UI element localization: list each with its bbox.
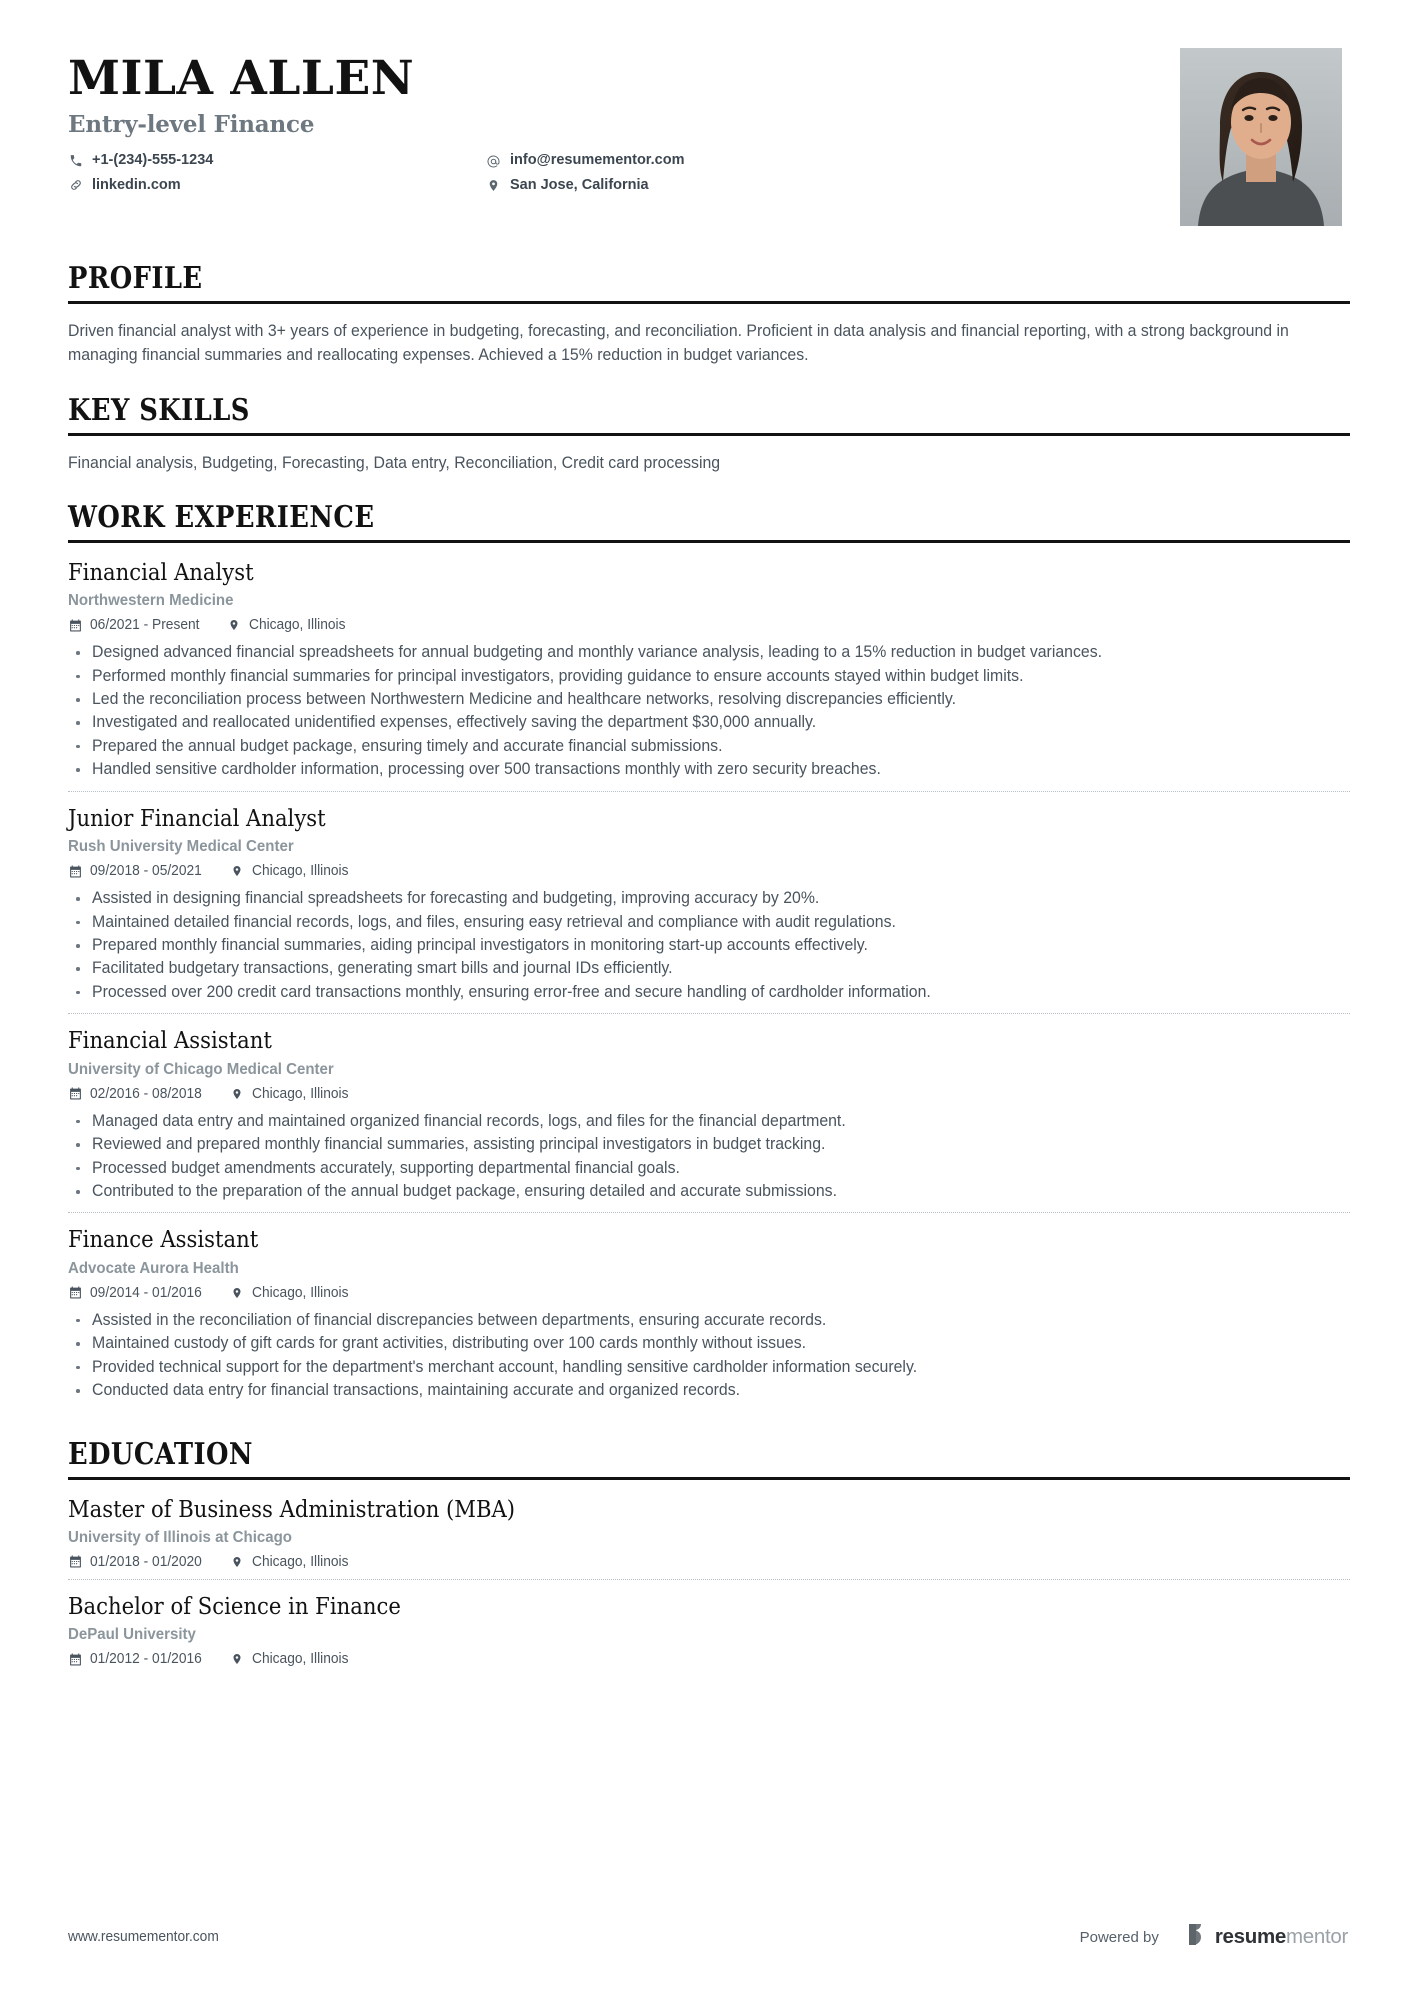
entry-dates: [68, 1651, 208, 1667]
section-heading-profile: PROFILE: [68, 261, 203, 296]
list-item: [68, 1157, 1350, 1179]
at-email-icon: [486, 154, 501, 169]
entry-location-text: Chicago, Illinois: [251, 863, 349, 880]
bullet-text: Led the reconciliation process between Northwestern Medicine and healthcare networks, resolving discrepancies efficiently.: [92, 690, 957, 708]
bullet-text: Performed monthly financial summaries for principal investigators, providing guidance to ensure accounts stayed within budget limits.: [92, 666, 1024, 685]
entry-item: [68, 1212, 1350, 1411]
brand-light: mentor: [1285, 1924, 1348, 1948]
key-skills-body: [68, 436, 1350, 475]
entry-organization: Rush University Medical Center: [68, 838, 294, 856]
list-item: [68, 665, 1350, 687]
contact-location-text: San Jose, California: [510, 176, 649, 193]
section-key-skills: [68, 392, 1350, 475]
bookmark-icon: [1187, 1923, 1208, 1951]
section-profile: [68, 261, 1350, 368]
entry-location: [230, 1086, 354, 1102]
entry-meta: [68, 1651, 1350, 1667]
entry-dates-text: 01/2018 - 01/2020: [90, 1553, 202, 1570]
entry-location: [230, 1285, 354, 1301]
entry-title: Bachelor of Science in Finance: [68, 1591, 401, 1620]
entry-location: [230, 863, 354, 879]
section-education: [68, 1436, 1350, 1677]
brand-wordmark: [1214, 1924, 1348, 1948]
entry-meta: [68, 863, 1350, 879]
list-item: [68, 981, 1350, 1003]
contact-phone[interactable]: [68, 152, 486, 169]
list-item: [68, 1110, 1350, 1132]
entry-item: [68, 1013, 1350, 1212]
profile-photo-illustration: [1180, 48, 1342, 226]
entry-dates-text: 06/2021 - Present: [90, 617, 200, 634]
brand-bold: resume: [1214, 1924, 1286, 1948]
entry-dates: [68, 1554, 208, 1570]
work-experience-list: [68, 543, 1350, 1412]
entry-bullet-list: [68, 641, 1350, 781]
bullet-text: Investigated and reallocated unidentified expenses, effectively saving the department $30,000 annually.: [92, 713, 817, 732]
bullet-text: Provided technical support for the department's merchant account, handling sensitive cardholder information securely.: [92, 1357, 918, 1376]
list-item: [68, 911, 1350, 933]
section-heading-education: EDUCATION: [68, 1436, 253, 1472]
bullet-text: Reviewed and prepared monthly financial summaries, assisting principal investigators in budget tracking.: [92, 1135, 826, 1154]
list-item: [68, 1332, 1350, 1354]
contact-linkedin[interactable]: [68, 177, 486, 194]
entry-meta: [68, 1086, 1350, 1102]
entry-dates-text: 09/2014 - 01/2016: [90, 1284, 202, 1301]
entry-dates: [68, 863, 208, 879]
list-item: [68, 735, 1350, 757]
powered-by-label: Powered by: [1079, 1928, 1159, 1946]
resume-header: [0, 0, 1410, 226]
entry-organization: Northwestern Medicine: [68, 592, 234, 610]
entry-meta: [68, 1285, 1350, 1301]
entry-bullet-list: [68, 1110, 1350, 1203]
entry-dates-text: 01/2012 - 01/2016: [90, 1651, 202, 1668]
section-work-experience: [68, 499, 1350, 1412]
entry-meta: [68, 1554, 1350, 1570]
location-pin-icon: [230, 1652, 244, 1666]
entry-location-text: Chicago, Illinois: [251, 1651, 349, 1668]
profile-body: [68, 304, 1350, 368]
bullet-text: Maintained detailed financial records, logs, and files, ensuring easy retrieval and compliance with audit regulations.: [92, 912, 896, 931]
entry-dates-text: 09/2018 - 05/2021: [90, 863, 202, 880]
list-item: [68, 957, 1350, 979]
entry-title: Junior Financial Analyst: [68, 803, 326, 832]
resume-footer: [0, 1923, 1410, 1951]
bullet-text: Maintained custody of gift cards for grant activities, distributing over 100 cards monthly without issues.: [92, 1334, 807, 1353]
bullet-text: Facilitated budgetary transactions, generating smart bills and journal IDs efficiently.: [92, 959, 673, 978]
entry-organization: DePaul University: [68, 1626, 196, 1644]
calendar-icon: [68, 864, 82, 878]
calendar-icon: [68, 1286, 82, 1300]
calendar-icon: [68, 1087, 82, 1101]
entry-organization: Advocate Aurora Health: [68, 1259, 239, 1277]
list-item: [68, 688, 1350, 710]
list-item: [68, 1309, 1350, 1331]
calendar-icon: [68, 1652, 82, 1666]
location-pin-icon: [230, 1555, 244, 1569]
entry-organization: University of Illinois at Chicago: [68, 1528, 292, 1546]
entry-location: [227, 617, 351, 633]
calendar-icon: [68, 618, 82, 632]
entry-title: Financial Assistant: [68, 1026, 272, 1055]
entry-dates: [68, 617, 205, 633]
entry-dates: [68, 1086, 208, 1102]
section-heading-key-skills: KEY SKILLS: [68, 392, 250, 428]
location-pin-icon: [230, 1286, 244, 1300]
contact-column-right: [486, 152, 684, 194]
bullet-text: Assisted in designing financial spreadsheets for forecasting and budgeting, improving accuracy by 20%.: [92, 889, 820, 908]
entry-item: [68, 558, 1350, 791]
entry-location: [230, 1651, 354, 1667]
education-list: [68, 1480, 1350, 1677]
bullet-text: Managed data entry and maintained organized financial records, logs, and files for the financial department.: [92, 1111, 846, 1130]
resume-content: [0, 261, 1410, 1676]
entry-meta: [68, 617, 1350, 633]
entry-item: [68, 1579, 1350, 1676]
footer-url[interactable]: www.resumementor.com: [68, 1929, 219, 1945]
list-item: [68, 641, 1350, 663]
page-title: MILA ALLEN: [68, 51, 415, 106]
list-item: [68, 758, 1350, 780]
location-pin-icon: [486, 178, 501, 193]
avatar: [1180, 48, 1342, 226]
list-item: [68, 711, 1350, 733]
entry-location: [230, 1554, 354, 1570]
list-item: [68, 1379, 1350, 1401]
list-item: [68, 887, 1350, 909]
list-item: [68, 1133, 1350, 1155]
contact-email[interactable]: [486, 152, 684, 169]
location-pin-icon: [230, 1087, 244, 1101]
footer-brand-area: [1080, 1923, 1348, 1951]
contact-location[interactable]: [486, 177, 684, 194]
bullet-text: Assisted in the reconciliation of financial discrepancies between departments, ensuring accurate records.: [92, 1310, 827, 1329]
entry-dates-text: 02/2016 - 08/2018: [90, 1085, 202, 1102]
bullet-text: Handled sensitive cardholder information, processing over 500 transactions monthly with zero security breaches.: [92, 760, 881, 779]
list-item: [68, 1180, 1350, 1202]
entry-title: Finance Assistant: [68, 1225, 259, 1254]
list-item: [68, 1356, 1350, 1378]
entry-title: Master of Business Administration (MBA): [68, 1494, 516, 1523]
entry-bullet-list: [68, 1309, 1350, 1402]
entry-location-text: Chicago, Illinois: [251, 1284, 349, 1301]
contact-phone-text: +1-(234)-555-1234: [92, 152, 214, 169]
bullet-text: Conducted data entry for financial transactions, maintaining accurate and organized records.: [92, 1381, 741, 1400]
contact-linkedin-text: linkedin.com: [92, 176, 181, 193]
header-left: [68, 48, 1180, 194]
location-pin-icon: [230, 864, 244, 878]
entry-title: Financial Analyst: [68, 557, 254, 586]
contact-column-left: [68, 152, 486, 194]
bullet-text: Designed advanced financial spreadsheets for annual budgeting and monthly variance analysis, leading to a 15% reduction in budget variances.: [92, 643, 1103, 662]
list-item: [68, 934, 1350, 956]
bullet-text: Processed budget amendments accurately, supporting departmental financial goals.: [92, 1158, 680, 1177]
link-icon: [68, 178, 83, 193]
entry-item: [68, 791, 1350, 1014]
location-pin-icon: [227, 618, 241, 632]
entry-dates: [68, 1285, 208, 1301]
entry-location-text: Chicago, Illinois: [251, 1553, 349, 1570]
entry-location-text: Chicago, Illinois: [249, 617, 346, 634]
section-heading-work-experience: WORK EXPERIENCE: [68, 499, 375, 535]
entry-item: [68, 1495, 1350, 1579]
bullet-text: Prepared the annual budget package, ensuring timely and accurate financial submissions.: [92, 736, 723, 755]
profile-text: Driven financial analyst with 3+ years of experience in budgeting, forecasting, and reconciliation. Proficient in data analysis and financial reporting, with a strong background in managing financial summaries and reallocating expenses. Achieved a 15% reduction in budget variances.: [68, 322, 1289, 365]
bullet-text: Prepared monthly financial summaries, aiding principal investigators in monitoring start-up accounts effectively.: [92, 936, 868, 954]
key-skills-text: Financial analysis, Budgeting, Forecasting, Data entry, Reconciliation, Credit card processing: [68, 453, 721, 472]
entry-organization: University of Chicago Medical Center: [68, 1060, 334, 1078]
contact-grid: [68, 152, 1180, 194]
entry-location-text: Chicago, Illinois: [251, 1085, 349, 1102]
bullet-text: Processed over 200 credit card transactions monthly, ensuring error-free and secure handling of cardholder information.: [92, 982, 931, 1001]
entry-bullet-list: [68, 887, 1350, 1003]
phone-icon: [68, 154, 83, 169]
contact-email-text: info@resumementor.com: [510, 152, 685, 169]
calendar-icon: [68, 1555, 82, 1569]
resumementor-logo: [1187, 1923, 1348, 1951]
bullet-text: Contributed to the preparation of the annual budget package, ensuring detailed and accurate submissions.: [92, 1182, 837, 1200]
header-job-title: Entry-level Finance: [68, 111, 315, 139]
